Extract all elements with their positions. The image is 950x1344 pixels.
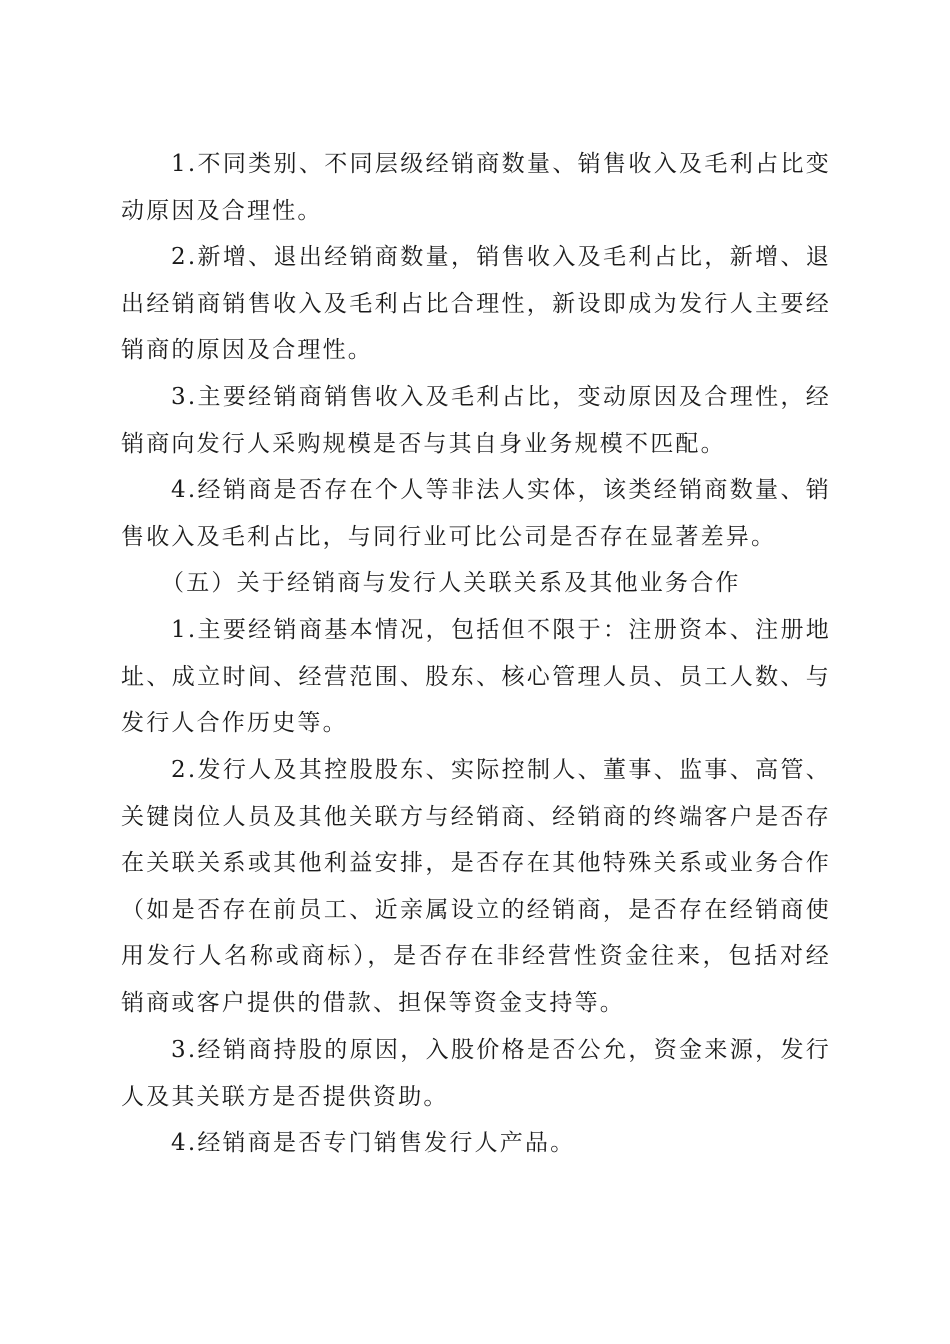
paragraph-new-exit-dealers: 2.新增、退出经销商数量，销售收入及毛利占比，新增、退出经销商销售收入及毛利占比合理性，新设即成为发行人主要经销商的原因及合理性。 — [121, 244, 831, 363]
paragraph-category-level-change: 1.不同类别、不同层级经销商数量、销售收入及毛利占比变动原因及合理性。 — [121, 151, 831, 224]
section-heading-five: （五）关于经销商与发行人关联关系及其他业务合作 — [161, 570, 741, 596]
paragraph-dealer-basic-info: 1.主要经销商基本情况，包括但不限于：注册资本、注册地址、成立时间、经营范围、股东、核心管理人员、员工人数、与发行人合作历史等。 — [121, 617, 831, 736]
paragraph-exclusive-sales: 4.经销商是否专门销售发行人产品。 — [171, 1130, 576, 1156]
paragraph-dealer-shareholding: 3.经销商持股的原因，入股价格是否公允，资金来源，发行人及其关联方是否提供资助。 — [121, 1037, 831, 1110]
paragraph-non-legal-entities: 4.经销商是否存在个人等非法人实体，该类经销商数量、销售收入及毛利占比，与同行业可比公司是否存在显著差异。 — [121, 477, 831, 550]
paragraph-related-party-relations: 2.发行人及其控股股东、实际控制人、董事、监事、高管、关键岗位人员及其他关联方与经销商、经销商的终端客户是否存在关联关系或其他利益安排，是否存在其他特殊关系或业务合作（如是否存在前员工、近亲属设立的经销商，是否存在经销商使用发行人名称或商标），是否存在非经营性资金往来，包括对经销商或客户提供的借款、担保等资金支持等。 — [121, 757, 831, 1016]
paragraph-major-dealers-revenue: 3.主要经销商销售收入及毛利占比，变动原因及合理性，经销商向发行人采购规模是否与其自身业务规模不匹配。 — [121, 384, 831, 457]
